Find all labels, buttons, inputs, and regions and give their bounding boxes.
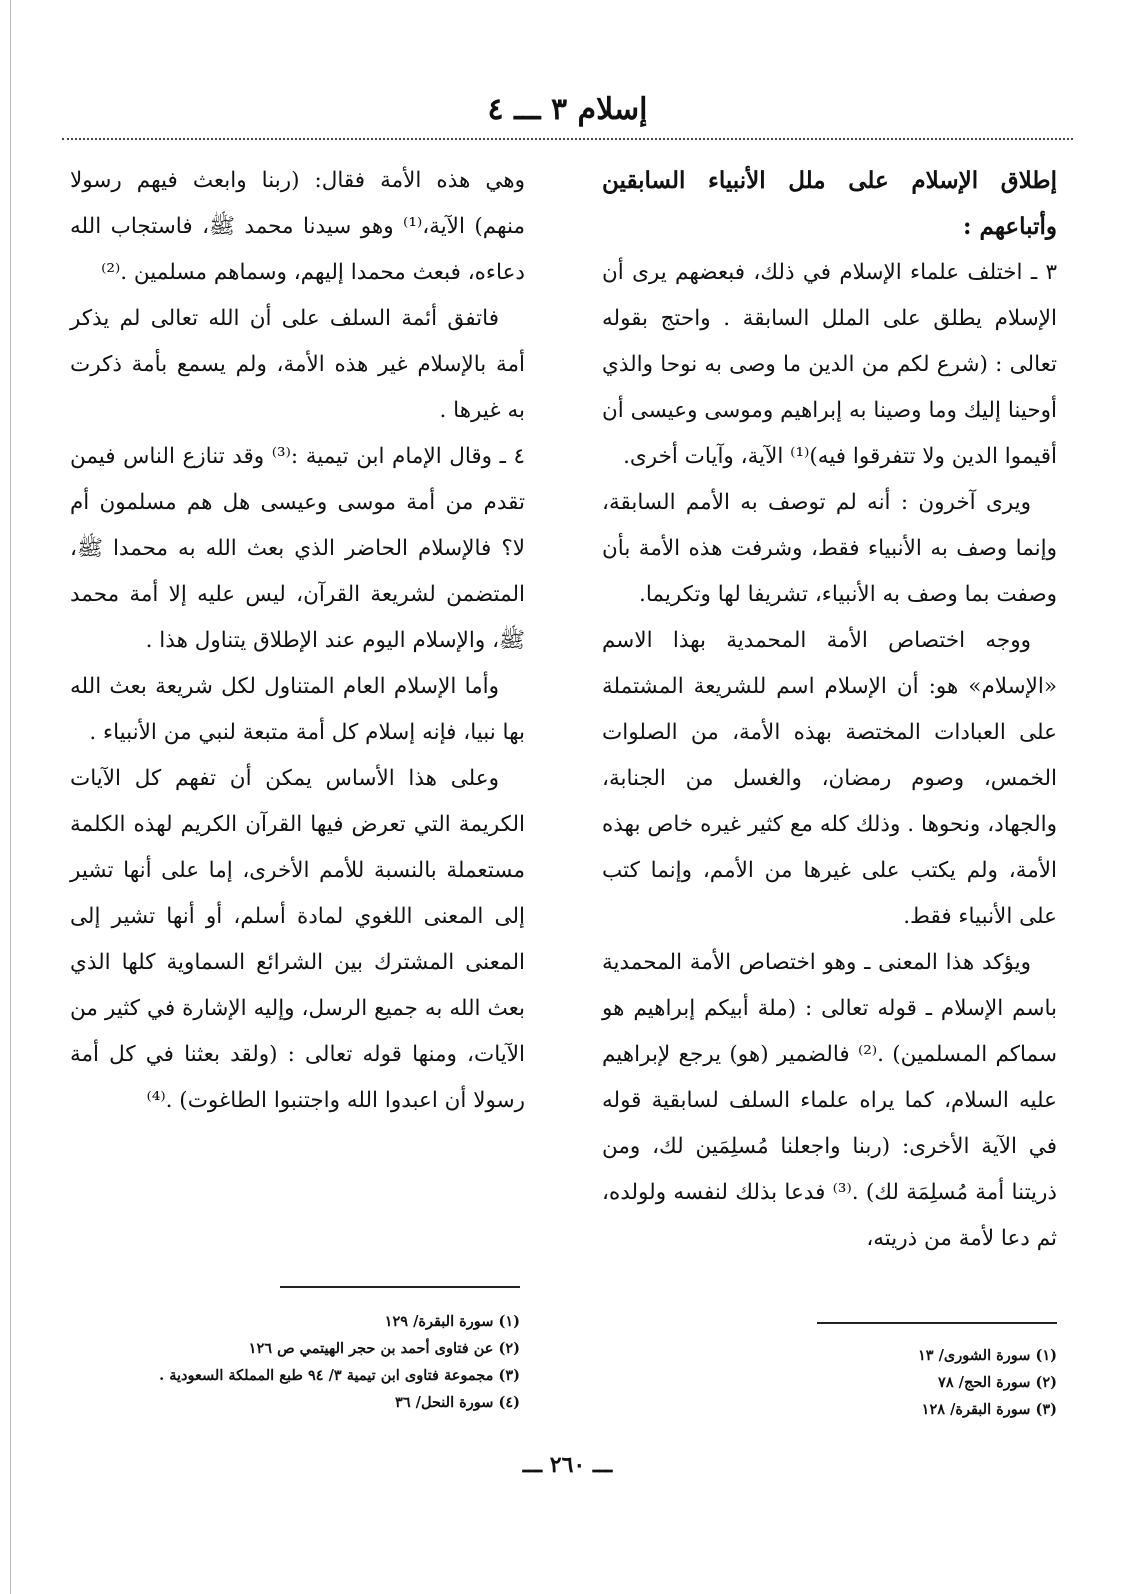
page-number: ـــ ٢٦٠ ـــ xyxy=(522,1452,613,1478)
paragraph: ويؤكد هذا المعنى ـ وهو اختصاص الأمة المحمدية باسم الإسلام ـ قوله تعالى : (ملة أبيكم إبراهيم هو سماكم المسلمين) .⁽²⁾ فالضمير (هو) يرجع لإبراهيم عليه السلام، كما يراه علماء السلف لسابقية قوله في الآية الأخرى: (ربنا واجعلنا مُسلِمَين لك، ومن ذريتنا أمة مُسلِمَة لك) .⁽³⁾ فدعا بذلك لنفسه ولولده، ثم دعا لأمة من ذريته، xyxy=(602,950,1057,1251)
paragraph: ويرى آخرون : أنه لم توصف به الأمم السابقة، وإنما وصف به الأنبياء فقط، وشرفت هذه الأمة بأن وصفت بما وصف به الأنبياء، تشريفا لها وتكريما. xyxy=(602,490,1057,607)
paragraph: ووجه اختصاص الأمة المحمدية بهذا الاسم «الإسلام» هو: أن الإسلام اسم للشريعة المشتملة على العبادات المختصة بهذه الأمة، من الصلوات الخمس، وصوم رمضان، والغسل من الجنابة، والجهاد، ونحوها . وذلك كله مع كثير غيره خاص بهذه الأمة، ولم يكتب على غيرها من الأمم، وإنما كتب على الأنبياء فقط. xyxy=(602,628,1057,929)
paragraph: وأما الإسلام العام المتناول لكل شريعة بعث الله بها نبيا، فإنه إسلام كل أمة متبعة لنبي من الأنبياء . xyxy=(70,674,525,745)
footnote-rule-left xyxy=(280,1286,520,1288)
footnotes-left xyxy=(70,1308,520,1416)
footnote: (٢) سورة الحج/ ٧٨ xyxy=(938,1374,1057,1391)
footnote: (٢) عن فتاوى أحمد بن حجر الهيتمي ص ١٢٦ xyxy=(248,1340,520,1357)
paragraph: وعلى هذا الأساس يمكن أن تفهم كل الآيات الكريمة التي تعرض فيها القرآن الكريم لهذه الكلمة مستعملة بالنسبة للأمم الأخرى، إما على أنها تشير إلى المعنى اللغوي لمادة أسلم، أو أنها تشير إلى المعنى المشترك بين الشرائع السماوية كلها الذي بعث الله به جميع الرسل، وإليه الإشارة في كثير من الآيات، ومنها قوله تعالى : (ولقد بعثنا في كل أمة رسولا أن اعبدوا الله واجتنبوا الطاغوت) .⁽⁴⁾ xyxy=(70,766,525,1113)
right-column xyxy=(602,158,1057,1262)
paragraph: فاتفق أئمة السلف على أن الله تعالى لم يذكر أمة بالإسلام غير هذه الأمة، ولم يسمع بأمة ذكرت به غيرها . xyxy=(70,306,525,423)
footnote: (٣) مجموعة فتاوى ابن تيمية ٣/ ٩٤ طبع المملكة السعودية . xyxy=(159,1367,520,1384)
paragraph: ٣ ـ اختلف علماء الإسلام في ذلك، فبعضهم يرى أن الإسلام يطلق على الملل السابقة . واحتج بقوله تعالى : (شرع لكم من الدين ما وصى به نوحا والذي أوحينا إليك وما وصينا به إبراهيم وموسى وعيسى أن أقيموا الدين ولا تتفرقوا فيه)⁽¹⁾ الآية، وآيات أخرى. xyxy=(602,260,1057,469)
footnote: (١) سورة الشورى/ ١٣ xyxy=(917,1347,1057,1364)
header-dotted-rule xyxy=(62,138,1073,140)
running-header: إسلام ٣ ـــ ٤ xyxy=(487,92,648,127)
footnote: (١) سورة البقرة/ ١٢٩ xyxy=(384,1313,520,1330)
section-title: إطلاق الإسلام على ملل الأنبياء السابقين وأتباعهم : xyxy=(602,167,1057,240)
footnote: (٣) سورة البقرة/ ١٢٨ xyxy=(921,1401,1057,1418)
paragraph: ٤ ـ وقال الإمام ابن تيمية :⁽³⁾ وقد تنازع الناس فيمن تقدم من أمة موسى وعيسى هل هم مسلمون أم لا؟ فالإسلام الحاضر الذي بعث الله به محمدا ﷺ، المتضمن لشريعة القرآن، ليس عليه إلا أمة محمد ﷺ، والإسلام اليوم عند الإطلاق يتناول هذا . xyxy=(70,444,526,653)
footnote: (٤) سورة النحل/ ٣٦ xyxy=(395,1394,520,1411)
paragraph: وهي هذه الأمة فقال: (ربنا وابعث فيهم رسولا منهم) الآية،⁽¹⁾ وهو سيدنا محمد ﷺ، فاستجاب الله دعاءه، فبعث محمدا إليهم، وسماهم مسلمين .⁽²⁾ xyxy=(70,168,525,285)
left-column xyxy=(70,158,525,1124)
scan-edge-line xyxy=(10,0,11,1594)
footnote-rule-right xyxy=(817,1322,1057,1324)
footnotes-right xyxy=(617,1342,1057,1423)
